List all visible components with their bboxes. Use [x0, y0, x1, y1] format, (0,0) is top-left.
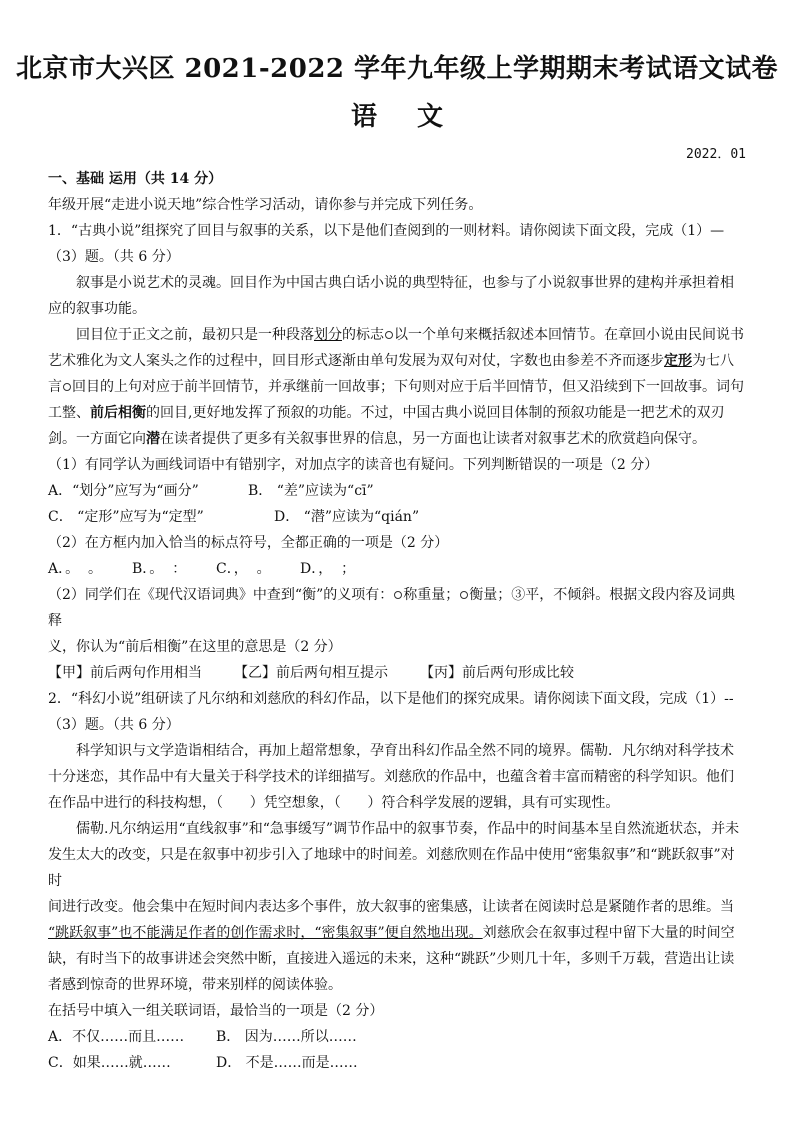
option-c[interactable]: C．， 。 [216, 561, 271, 577]
option-bing[interactable]: 【丙】前后两句形成比较 [420, 665, 574, 681]
q2-passage-p1-line1: 科学知识与文学造诣相结合，再加上超常想象，孕育出科幻作品全然不同的境界。儒勒．凡尔纳对科学技术 [76, 743, 734, 759]
q1-sub3-options [48, 660, 748, 686]
q1-stem-line1: 1．“古典小说”组探究了回目与叙事的关系，以下是他们查阅到的一则材料。请你阅读下面文段，完成（1）— [48, 223, 725, 239]
exam-title: 北京市大兴区 2021-2022 学年九年级上学期期末考试语文试卷 [15, 54, 779, 84]
q1-sub1-options-row2 [48, 504, 748, 530]
text-span: 工整、 [48, 405, 90, 421]
text-span: 称重量； [403, 587, 460, 603]
text-span: 回目位于正文之前，最初只是一种段落 [76, 327, 314, 343]
q2-passage-p2-line4 [48, 920, 748, 946]
q1-passage-p2-line2 [48, 348, 748, 374]
punctuation-box [63, 383, 71, 391]
text-span: 回目的上句对应于前半回情节，并承继前一回故事；下句则对应于后半回情节，但又沿续到下一回故事。词句 [72, 379, 744, 395]
text-span: 言 [48, 379, 62, 395]
q2-passage-p2-line5: 缺，有时当下的故事讲述会突然中断，直接进入遥远的未来，这种“跳跃”少则几十年，多则千万载，营造出让读 [48, 951, 735, 967]
q1-sub2-stem: （2）在方框内加入恰当的标点符号，全都正确的一项是（2 分） [48, 535, 449, 551]
q1-passage-p2-line4 [48, 400, 748, 426]
section-intro: 年级开展“走进小说天地”综合性学习活动，请你参与并完成下列任务。 [48, 197, 483, 213]
option-d[interactable]: D． “潜”应读为“qián” [274, 509, 420, 525]
q2-passage-p2-line2: 发生太大的改变，只是在叙事中初步引入了地球中的时间差。刘慈欣则在作品中使用“密集叙事”和“跳跃叙事”对时 [48, 847, 735, 889]
q2-sub1-stem: 在括号中填入一组关联词语，最恰当的一项是（2 分） [48, 1003, 384, 1019]
option-c[interactable]: C．如果……就…… [48, 1055, 171, 1071]
q1-passage-p1-line2: 应的叙事功能。 [48, 301, 146, 317]
q2-sub1-options-row1 [48, 1024, 748, 1050]
option-c[interactable]: C． “定形”应写为“定型” [48, 509, 204, 525]
section-heading: 一、基础 运用（共 14 分） [48, 171, 223, 187]
text-span: 的标志 [342, 327, 384, 343]
q2-passage-p1-line2: 十分迷恋，其作品中有大量关于科学技术的详细描写。刘慈欣的作品中，也蕴含着丰富而精密的科学知识。他们 [48, 769, 734, 785]
punctuation-box [385, 331, 393, 339]
bold-phrase: 前后相衡 [90, 405, 146, 421]
q2-stem-line1: 2．“科幻小说”组研读了凡尔纳和刘慈欣的科幻作品，以下是他们的探究成果。请你阅读下面文段，完成（1）-- [48, 691, 734, 707]
text-span: 衡量；③平，不倾斜。根据文段内容及词典释 [48, 587, 736, 629]
option-d[interactable]: D． 不是……而是…… [216, 1055, 358, 1071]
exam-date: 2022．01 [686, 147, 746, 162]
option-a[interactable]: A．不仅……而且…… [48, 1029, 185, 1045]
option-b[interactable]: B． “差”应读为“cī” [248, 483, 374, 499]
q1-stem-line2: （3）题。（共 6 分） [48, 249, 180, 265]
underlined-word-huafen: 划分 [314, 327, 342, 343]
q1-passage-p2-line1 [48, 322, 748, 348]
q1-passage-p2-line5 [48, 426, 748, 452]
option-a[interactable]: A．“划分”应写为“画分” [48, 483, 199, 499]
underlined-sentence: “跳跃叙事”也不能满足作者的创作需求时，“密集叙事”便自然地出现。 [48, 925, 483, 941]
q1-sub3-stem-line1 [48, 582, 748, 634]
text-span: 在读者提供了更多有关叙事世界的信息，另一方面也让读者对叙事艺术的欣赏趋向保守。 [160, 431, 706, 447]
text-span: 的回目,更好地发挥了预叙的功能。不过，中国古典小说回目体制的预叙功能是一把艺术的双刃 [146, 405, 725, 421]
underlined-word-dingxing: 定形 [664, 353, 692, 369]
q2-passage-p2-line1: 儒勒.凡尔纳运用“直线叙事”和“急事缓写”调节作品中的叙事节奏，作品中的时间基本呈自然流逝状态，并未 [76, 821, 740, 837]
q1-sub2-options [48, 556, 748, 582]
option-b[interactable]: B．。 ： [132, 561, 187, 577]
text-span: 刘慈欣会在叙事过程中留下大量的时间空 [482, 925, 735, 941]
q1-passage-p1-line1: 叙事是小说艺术的灵魂。回目作为中国古典白话小说的典型特征，也参与了小说叙事世界的建构并承担着相 [76, 275, 734, 291]
dotted-char-qian: 潜 [146, 431, 160, 447]
q2-sub1-options-row2 [48, 1050, 748, 1076]
q1-sub3-stem-line2: 义，你认为“前后相衡”在这里的意思是（2 分） [48, 639, 342, 655]
q1-sub1-stem: （1）有同学认为画线词语中有错别字，对加点字的读音也有疑问。下列判断错误的一项是（2 分） [48, 457, 659, 473]
q2-stem-line2: （3）题。（共 6 分） [48, 717, 180, 733]
text-span: （2）同学们在《现代汉语词典》中查到“衡”的义项有： [48, 587, 394, 603]
q2-passage-p1-line3: 在作品中进行的科技构想，（ ）凭空想象，（ ）符合科学发展的逻辑，具有可实现性。 [48, 795, 620, 811]
q1-passage-p2-line3 [48, 374, 748, 400]
q2-passage-p2-line3: 间进行改变。他会集中在短时间内表达多个事件，放大叙事的密集感，让读者在阅读时总是紧随作者的思维。当 [48, 899, 734, 915]
exam-body [48, 166, 748, 1076]
option-b[interactable]: B． 因为……所以…… [216, 1029, 357, 1045]
option-yi[interactable]: 【乙】前后两句相互提示 [234, 665, 388, 681]
option-a[interactable]: A．。 。 [48, 561, 103, 577]
subject-title: 语文 [350, 102, 483, 132]
option-d[interactable]: D．， ； [300, 561, 356, 577]
text-span: 为七八 [692, 353, 734, 369]
numbered-circle-1 [394, 591, 402, 599]
q2-passage-p2-line6: 者感到惊奇的世界环境，带来别样的阅读体验。 [48, 977, 342, 993]
q1-sub1-options-row1 [48, 478, 748, 504]
option-jia[interactable]: 【甲】前后两句作用相当 [48, 665, 202, 681]
text-span: 艺术雅化为文人案头之作的过程中，回目形式逐渐由单句发展为双句对仗，字数也由参差不齐而逐步 [48, 353, 664, 369]
text-span: 以一个单句来概括叙述本回情节。在章回小说由民间说书 [394, 327, 744, 343]
text-span: 剑。一方面它向 [48, 431, 146, 447]
numbered-circle-2 [460, 591, 468, 599]
